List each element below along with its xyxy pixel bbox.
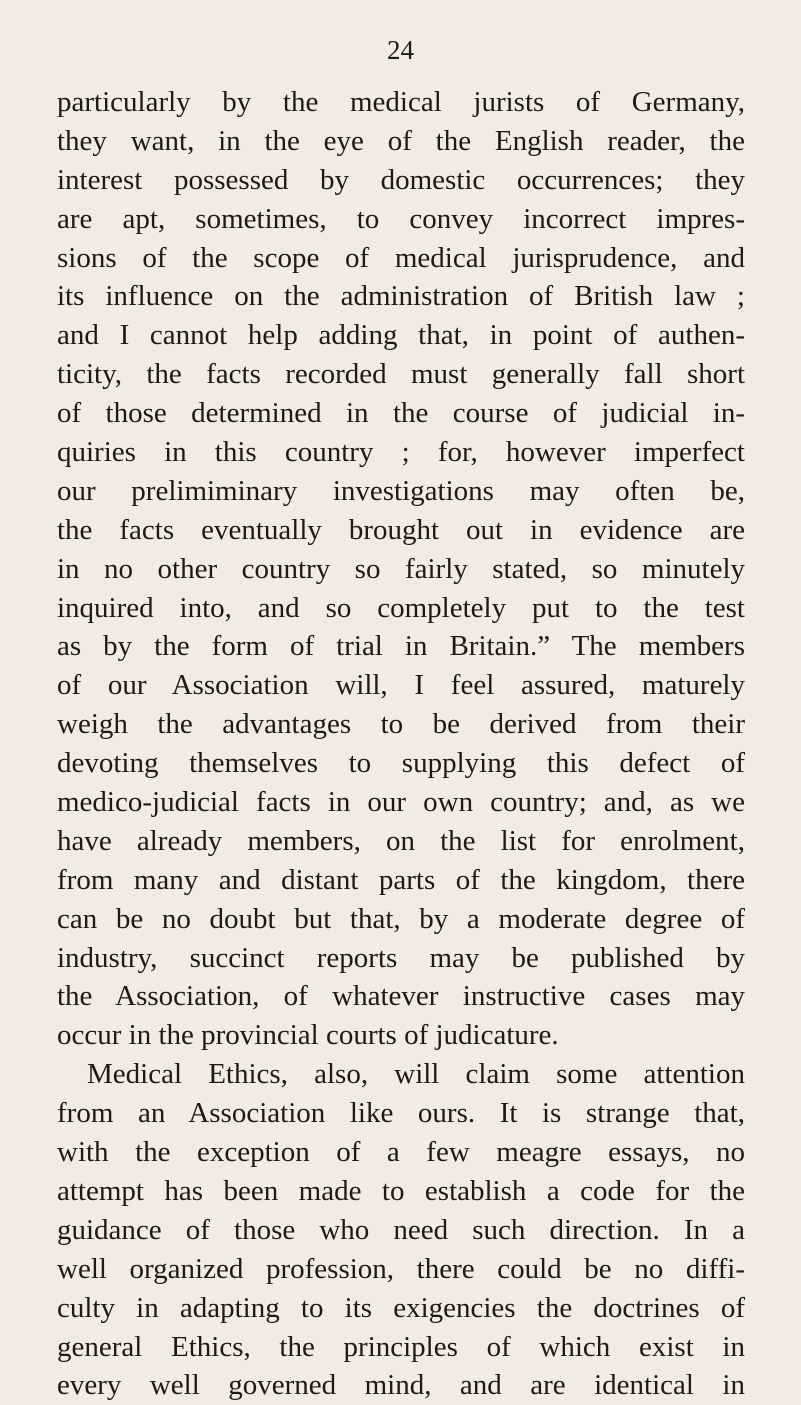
text-line: medico-judicial facts in our own country; and, as we	[57, 786, 745, 819]
text-line: attempt has been made to establish a code for the	[57, 1174, 745, 1207]
text-line: quiries in this country ; for, however imperfect	[57, 436, 745, 469]
text-line: the Association, of whatever instructive cases may	[57, 980, 745, 1013]
page-number: 24	[387, 35, 414, 65]
text-line: from many and distant parts of the kingdom, there	[57, 863, 745, 896]
text-line: industry, succinct reports may be published by	[57, 941, 745, 974]
text-line: our prelimiminary investigations may often be,	[57, 474, 745, 507]
text-line: every well governed mind, and are identical in	[57, 1369, 745, 1402]
text-line: particularly by the medical jurists of Germany,	[57, 86, 745, 118]
text-line: have already members, on the list for enrolment,	[57, 824, 745, 857]
text-line: well organized profession, there could be no diffi-	[57, 1252, 745, 1285]
body-text	[57, 83, 745, 1405]
text-line: of those determined in the course of judicial in-	[57, 397, 745, 430]
text-line: in no other country so fairly stated, so minutely	[57, 552, 745, 585]
text-line: general Ethics, the principles of which exist in	[57, 1330, 745, 1363]
text-line: devoting themselves to supplying this defect of	[57, 747, 745, 780]
text-line: as by the form of trial in Britain.” The members	[57, 630, 745, 663]
text-line: interest possessed by domestic occurrences; they	[57, 163, 745, 196]
text-line: culty in adapting to its exigencies the doctrines of	[57, 1291, 745, 1324]
text-line: with the exception of a few meagre essays, no	[57, 1136, 745, 1169]
text-line: the facts eventually brought out in evidence are	[57, 513, 745, 546]
text-line: can be no doubt but that, by a moderate degree of	[57, 902, 745, 935]
text-line: guidance of those who need such direction. In a	[57, 1213, 745, 1246]
text-line: its influence on the administration of British law ;	[57, 280, 745, 313]
text-line: they want, in the eye of the English reader, the	[57, 124, 745, 157]
text-line: are apt, sometimes, to convey incorrect impres-	[57, 202, 745, 235]
text-line: of our Association will, I feel assured, maturely	[57, 669, 745, 702]
text-line: ticity, the facts recorded must generally fall short	[57, 358, 745, 391]
paragraph-first-line: Medical Ethics, also, will claim some attention	[87, 1058, 745, 1091]
text-line: sions of the scope of medical jurisprudence, and	[57, 241, 745, 274]
text-line: and I cannot help adding that, in point of authen-	[57, 319, 745, 352]
text-line: occur in the provincial courts of judicature.	[57, 1019, 559, 1052]
text-line: inquired into, and so completely put to the test	[57, 591, 745, 624]
text-line: from an Association like ours. It is strange that,	[57, 1097, 745, 1130]
text-line: weigh the advantages to be derived from their	[57, 708, 745, 741]
